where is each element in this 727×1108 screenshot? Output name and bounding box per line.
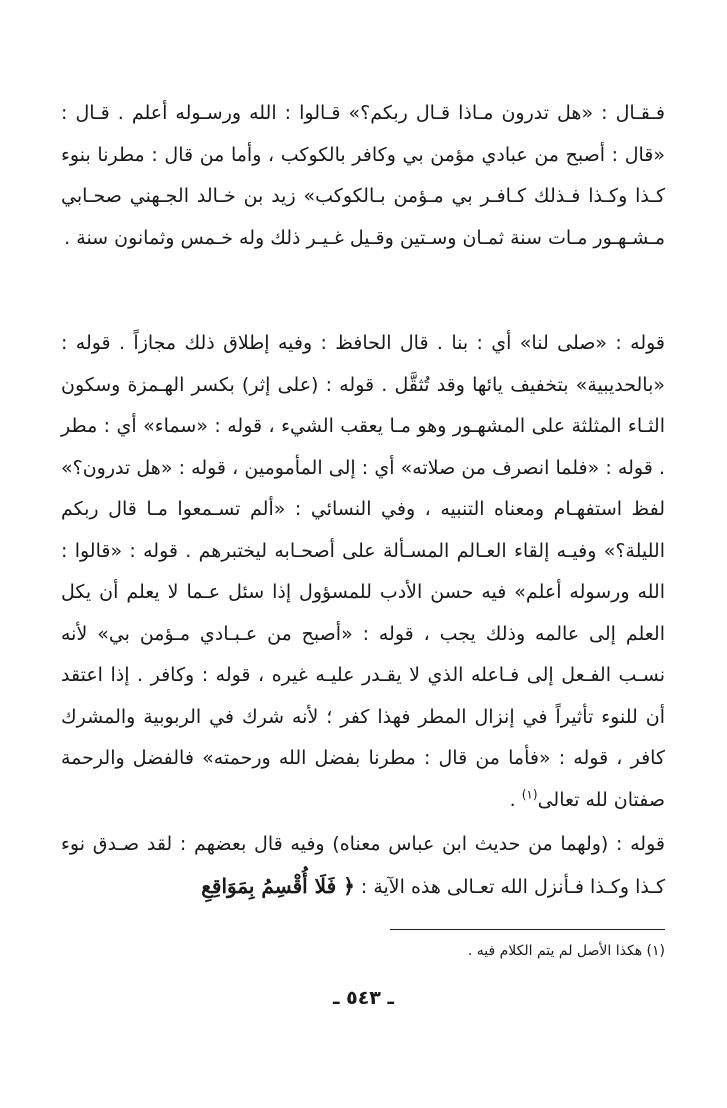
- paragraph-2-text: قوله : «صلى لنا» أي : بنا . قال الحافظ : وفيه إطلاق ذلك مجازاً . قوله : «بالحديبية» بتخفيف يائها وقد تُثقَّل . قوله : (على إثر) بكسر الهـمزة وسكون الثـاء المثلثة على المشهـور وهو مـا يعقب الشيء ، قوله : «سماء» أي : مطر . قوله : «فلما انصرف من صلاته» أي : إلى المأمومين ، قوله : «هل تدرون؟» لفظ استفهـام ومعناه التنبيه ، وفي النسائي : «ألم تسـمعوا مـا قال ربكم الليلة؟» وفيـه إلقاء العـالم المسـألة على أصحـابه ليختبرهم . قوله : «قالوا : الله ورسوله أعلم» فيه حسن الأدب للمسؤول إذا سئل عـما لا يعلم أن يكل العلم إلى عالمه وذلك يجب ، قوله : «أصبح من عـبـادي مـؤمن بي» لأنه نسـب الفـعل إلى فـاعله الذي لا يقـدر عليـه غيره ، قوله : وكافر . إذا اعتقد أن للنوء تأثيراً في إنزال المطر فهذا كفر ؛ لأنه شرك في الربوبية والمشرك كافر ، قوله : «فأما من قال : مطرنا بفضل الله ورحمته» فالفضل والرحمة صفتان لله تعالى: [61, 332, 665, 811]
- paragraph-1: [61, 93, 665, 259]
- quran-verse: ﴿ فَلَا أُقْسِمُ بِمَوَاقِعِ: [201, 873, 355, 898]
- paragraph-3: [61, 824, 665, 908]
- footnote: (١) هكذا الأصل لم يتم الكلام فيه .: [467, 943, 665, 959]
- paragraph-2: [61, 323, 665, 821]
- paragraph-1-text: فـقـال : «هل تدرون مـاذا قـال ربكم؟» قـالوا : الله ورسـوله أعلم . قـال : «قال : أصبح من عبادي مؤمن بي وكافر بالكوكب ، وأما من قال : مطرنا بنوء كـذا وكـذا فـذلك كـافـر بي مـؤمن بـالكوكب» زيد بن خـالد الجـهني صحـابي مـشـهـور مـات سنة ثمـان وسـتين وقـيل غـيـر ذلك وله خـمس وثمانون سنة .: [61, 102, 665, 249]
- paragraph-3-text: قوله : (ولهما من حديث ابن عباس معناه) وفيه قال بعضهم : لقد صـدق نوء كـذا وكـذا فـأنزل الله تعـالى هذه الآية :: [61, 833, 665, 898]
- paragraph-2-end: .: [509, 788, 522, 811]
- page-number: ـ ٥٤٣ ـ: [332, 987, 394, 1009]
- footnote-divider: [390, 929, 665, 930]
- footnote-marker: (١): [521, 787, 538, 802]
